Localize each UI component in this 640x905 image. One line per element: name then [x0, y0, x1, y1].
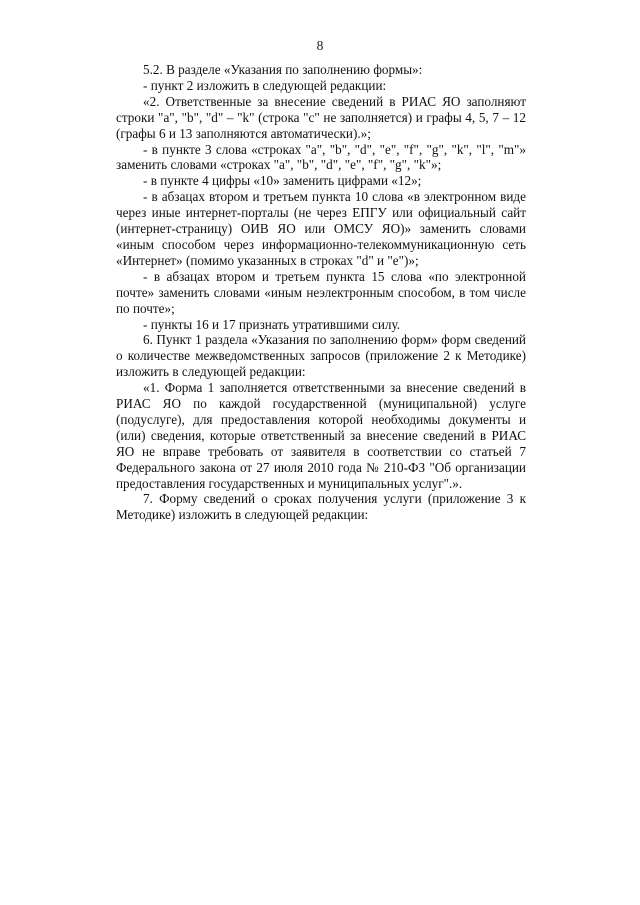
paragraph-6: 6. Пункт 1 раздела «Указания по заполнению форм» форм сведений о количестве межведомственных запросов (приложение 2 к Методике) изложить в следующей редакции:	[116, 332, 526, 380]
paragraph-items-16-17: - пункты 16 и 17 признать утратившими силу.	[143, 316, 401, 332]
paragraph-item-10: - в абзацах втором и третьем пункта 10 слова «в электронном виде через иные интернет-порталы (не через ЕПГУ или официальный сайт (интернет-страницу) ОИВ ЯО или ОМСУ ЯО)» заменить словами «иным способом через информационно-телекоммуникационную сеть «Интернет» (помимо указанных в строках "d" и "e")»;	[116, 189, 526, 268]
paragraph-item-2-text: «2. Ответственные за внесение сведений в РИАС ЯО заполняют строки "a", "b", "d" – "k" (строка "c" не заполняется) и графы 4, 5, 7 – 12 (графы 6 и 13 заполняются автоматически).»;	[116, 93, 526, 141]
paragraph-item-2-intro: - пункт 2 изложить в следующей редакции:	[143, 77, 387, 93]
paragraph-item-4: - в пункте 4 цифры «10» заменить цифрами «12»;	[143, 173, 422, 189]
page-number: 8	[316, 38, 324, 53]
paragraph-6-text: «1. Форма 1 заполняется ответственными за внесение сведений в РИАС ЯО по каждой государственной (муниципальной) услуге (подуслуге), для предоставления которой необходимы документы и (или) сведения, которые ответственный за внесение сведений в РИАС ЯО не вправе требовать от заявителя в соответствии со статьей 7 Федерального закона от 27 июля 2010 года № 210-ФЗ "Об организации предоставления государственных и муниципальных услуг".».	[116, 380, 526, 491]
paragraph-5-2-heading: 5.2. В разделе «Указания по заполнению формы»:	[143, 62, 423, 77]
document-body	[116, 62, 526, 523]
paragraph-item-15: - в абзацах втором и третьем пункта 15 слова «по электронной почте» заменить словами «иным неэлектронным способом, в том числе по почте»;	[116, 268, 526, 316]
paragraph-item-3: - в пункте 3 слова «строках "a", "b", "d", "e", "f", "g", "k", "l", "m"» заменить словами «строках "a", "b", "d", "e", "f", "g", "k"»;	[116, 141, 526, 173]
paragraph-7: 7. Форму сведений о сроках получения услуги (приложение 3 к Методике) изложить в следующей редакции:	[116, 491, 526, 523]
